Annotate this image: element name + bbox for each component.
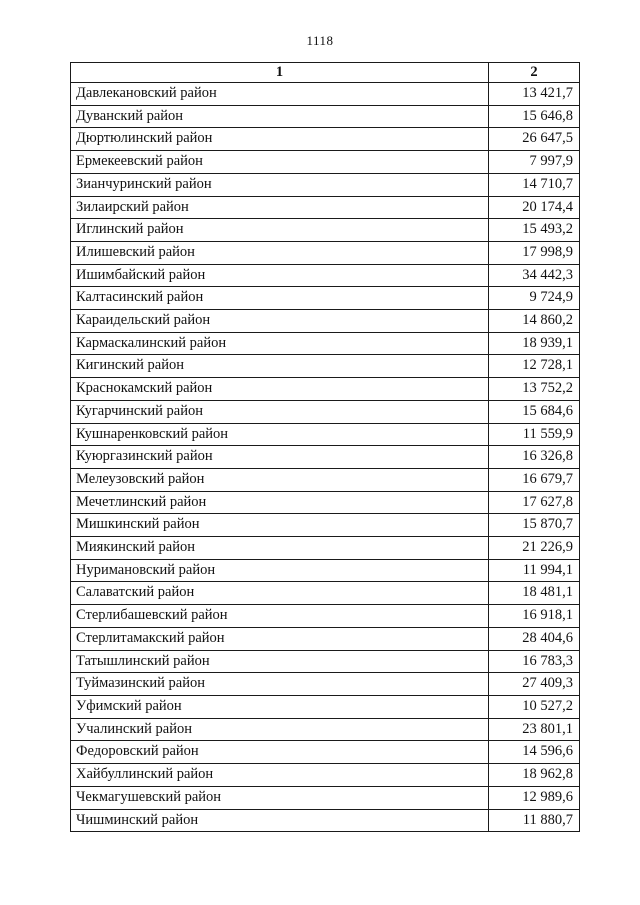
district-value-cell: 18 962,8 <box>489 764 580 787</box>
district-name-cell: Мишкинский район <box>71 514 489 537</box>
district-name-cell: Хайбуллинский район <box>71 764 489 787</box>
table-row <box>71 332 580 355</box>
table-row <box>71 310 580 333</box>
district-value-cell: 18 939,1 <box>489 332 580 355</box>
district-value-cell: 13 421,7 <box>489 83 580 106</box>
district-name-cell: Иглинский район <box>71 219 489 242</box>
table-row <box>71 355 580 378</box>
table-row <box>71 287 580 310</box>
table-row <box>71 650 580 673</box>
page-number: 1118 <box>306 33 334 48</box>
district-name-cell: Краснокамский район <box>71 378 489 401</box>
district-name-cell: Миякинский район <box>71 537 489 560</box>
table-row <box>71 400 580 423</box>
district-value-cell: 14 596,6 <box>489 741 580 764</box>
district-name-cell: Кушнаренковский район <box>71 423 489 446</box>
column-header-2: 2 <box>489 63 580 83</box>
district-value-cell: 14 710,7 <box>489 173 580 196</box>
district-value-cell: 14 860,2 <box>489 310 580 333</box>
district-name-cell: Стерлибашевский район <box>71 605 489 628</box>
district-name-cell: Нуримановский район <box>71 559 489 582</box>
district-value-cell: 27 409,3 <box>489 673 580 696</box>
table-row <box>71 446 580 469</box>
table-row <box>71 786 580 809</box>
district-value-cell: 11 880,7 <box>489 809 580 832</box>
district-value-cell: 20 174,4 <box>489 196 580 219</box>
district-value-cell: 16 326,8 <box>489 446 580 469</box>
district-value-cell: 18 481,1 <box>489 582 580 605</box>
table-row <box>71 128 580 151</box>
table-row <box>71 673 580 696</box>
district-name-cell: Кигинский район <box>71 355 489 378</box>
table-row <box>71 423 580 446</box>
district-table <box>70 62 580 832</box>
district-name-cell: Уфимский район <box>71 695 489 718</box>
district-name-cell: Чекмагушевский район <box>71 786 489 809</box>
district-name-cell: Туймазинский район <box>71 673 489 696</box>
district-value-cell: 23 801,1 <box>489 718 580 741</box>
district-value-cell: 28 404,6 <box>489 627 580 650</box>
district-value-cell: 34 442,3 <box>489 264 580 287</box>
district-name-cell: Давлекановский район <box>71 83 489 106</box>
table-row <box>71 537 580 560</box>
table-row <box>71 695 580 718</box>
district-name-cell: Стерлитамакский район <box>71 627 489 650</box>
district-name-cell: Татышлинский район <box>71 650 489 673</box>
district-value-cell: 16 918,1 <box>489 605 580 628</box>
district-value-cell: 15 870,7 <box>489 514 580 537</box>
district-name-cell: Мечетлинский район <box>71 491 489 514</box>
table-row <box>71 196 580 219</box>
column-header-1: 1 <box>71 63 489 83</box>
district-name-cell: Федоровский район <box>71 741 489 764</box>
table-row <box>71 378 580 401</box>
district-name-cell: Караидельский район <box>71 310 489 333</box>
district-value-cell: 11 994,1 <box>489 559 580 582</box>
district-value-cell: 16 783,3 <box>489 650 580 673</box>
district-value-cell: 17 998,9 <box>489 241 580 264</box>
district-name-cell: Ермекеевский район <box>71 151 489 174</box>
table-row <box>71 173 580 196</box>
district-value-cell: 11 559,9 <box>489 423 580 446</box>
district-value-cell: 17 627,8 <box>489 491 580 514</box>
table-row <box>71 514 580 537</box>
table-row <box>71 605 580 628</box>
district-name-cell: Кармаскалинский район <box>71 332 489 355</box>
district-value-cell: 9 724,9 <box>489 287 580 310</box>
table-body <box>71 83 580 832</box>
district-value-cell: 15 646,8 <box>489 105 580 128</box>
district-value-cell: 15 493,2 <box>489 219 580 242</box>
table-row <box>71 718 580 741</box>
table-row <box>71 241 580 264</box>
table-row <box>71 264 580 287</box>
district-value-cell: 13 752,2 <box>489 378 580 401</box>
district-name-cell: Салаватский район <box>71 582 489 605</box>
table-row <box>71 151 580 174</box>
table-row <box>71 809 580 832</box>
table-row <box>71 764 580 787</box>
district-name-cell: Калтасинский район <box>71 287 489 310</box>
table-row <box>71 491 580 514</box>
table-row <box>71 627 580 650</box>
table-header <box>71 63 580 83</box>
table-row <box>71 468 580 491</box>
table-row <box>71 582 580 605</box>
district-value-cell: 26 647,5 <box>489 128 580 151</box>
district-value-cell: 21 226,9 <box>489 537 580 560</box>
district-value-cell: 16 679,7 <box>489 468 580 491</box>
table-row <box>71 105 580 128</box>
district-name-cell: Дуванский район <box>71 105 489 128</box>
district-name-cell: Илишевский район <box>71 241 489 264</box>
district-value-cell: 12 728,1 <box>489 355 580 378</box>
district-name-cell: Учалинский район <box>71 718 489 741</box>
district-value-cell: 7 997,9 <box>489 151 580 174</box>
table-row <box>71 559 580 582</box>
district-name-cell: Ишимбайский район <box>71 264 489 287</box>
district-name-cell: Зилаирский район <box>71 196 489 219</box>
district-name-cell: Куюргазинский район <box>71 446 489 469</box>
district-name-cell: Чишминский район <box>71 809 489 832</box>
district-name-cell: Зианчуринский район <box>71 173 489 196</box>
district-value-cell: 15 684,6 <box>489 400 580 423</box>
district-value-cell: 12 989,6 <box>489 786 580 809</box>
district-name-cell: Дюртюлинский район <box>71 128 489 151</box>
table-row <box>71 741 580 764</box>
district-name-cell: Мелеузовский район <box>71 468 489 491</box>
district-value-cell: 10 527,2 <box>489 695 580 718</box>
table-header-row <box>71 63 580 83</box>
district-name-cell: Кугарчинский район <box>71 400 489 423</box>
table-row <box>71 83 580 106</box>
table-row <box>71 219 580 242</box>
